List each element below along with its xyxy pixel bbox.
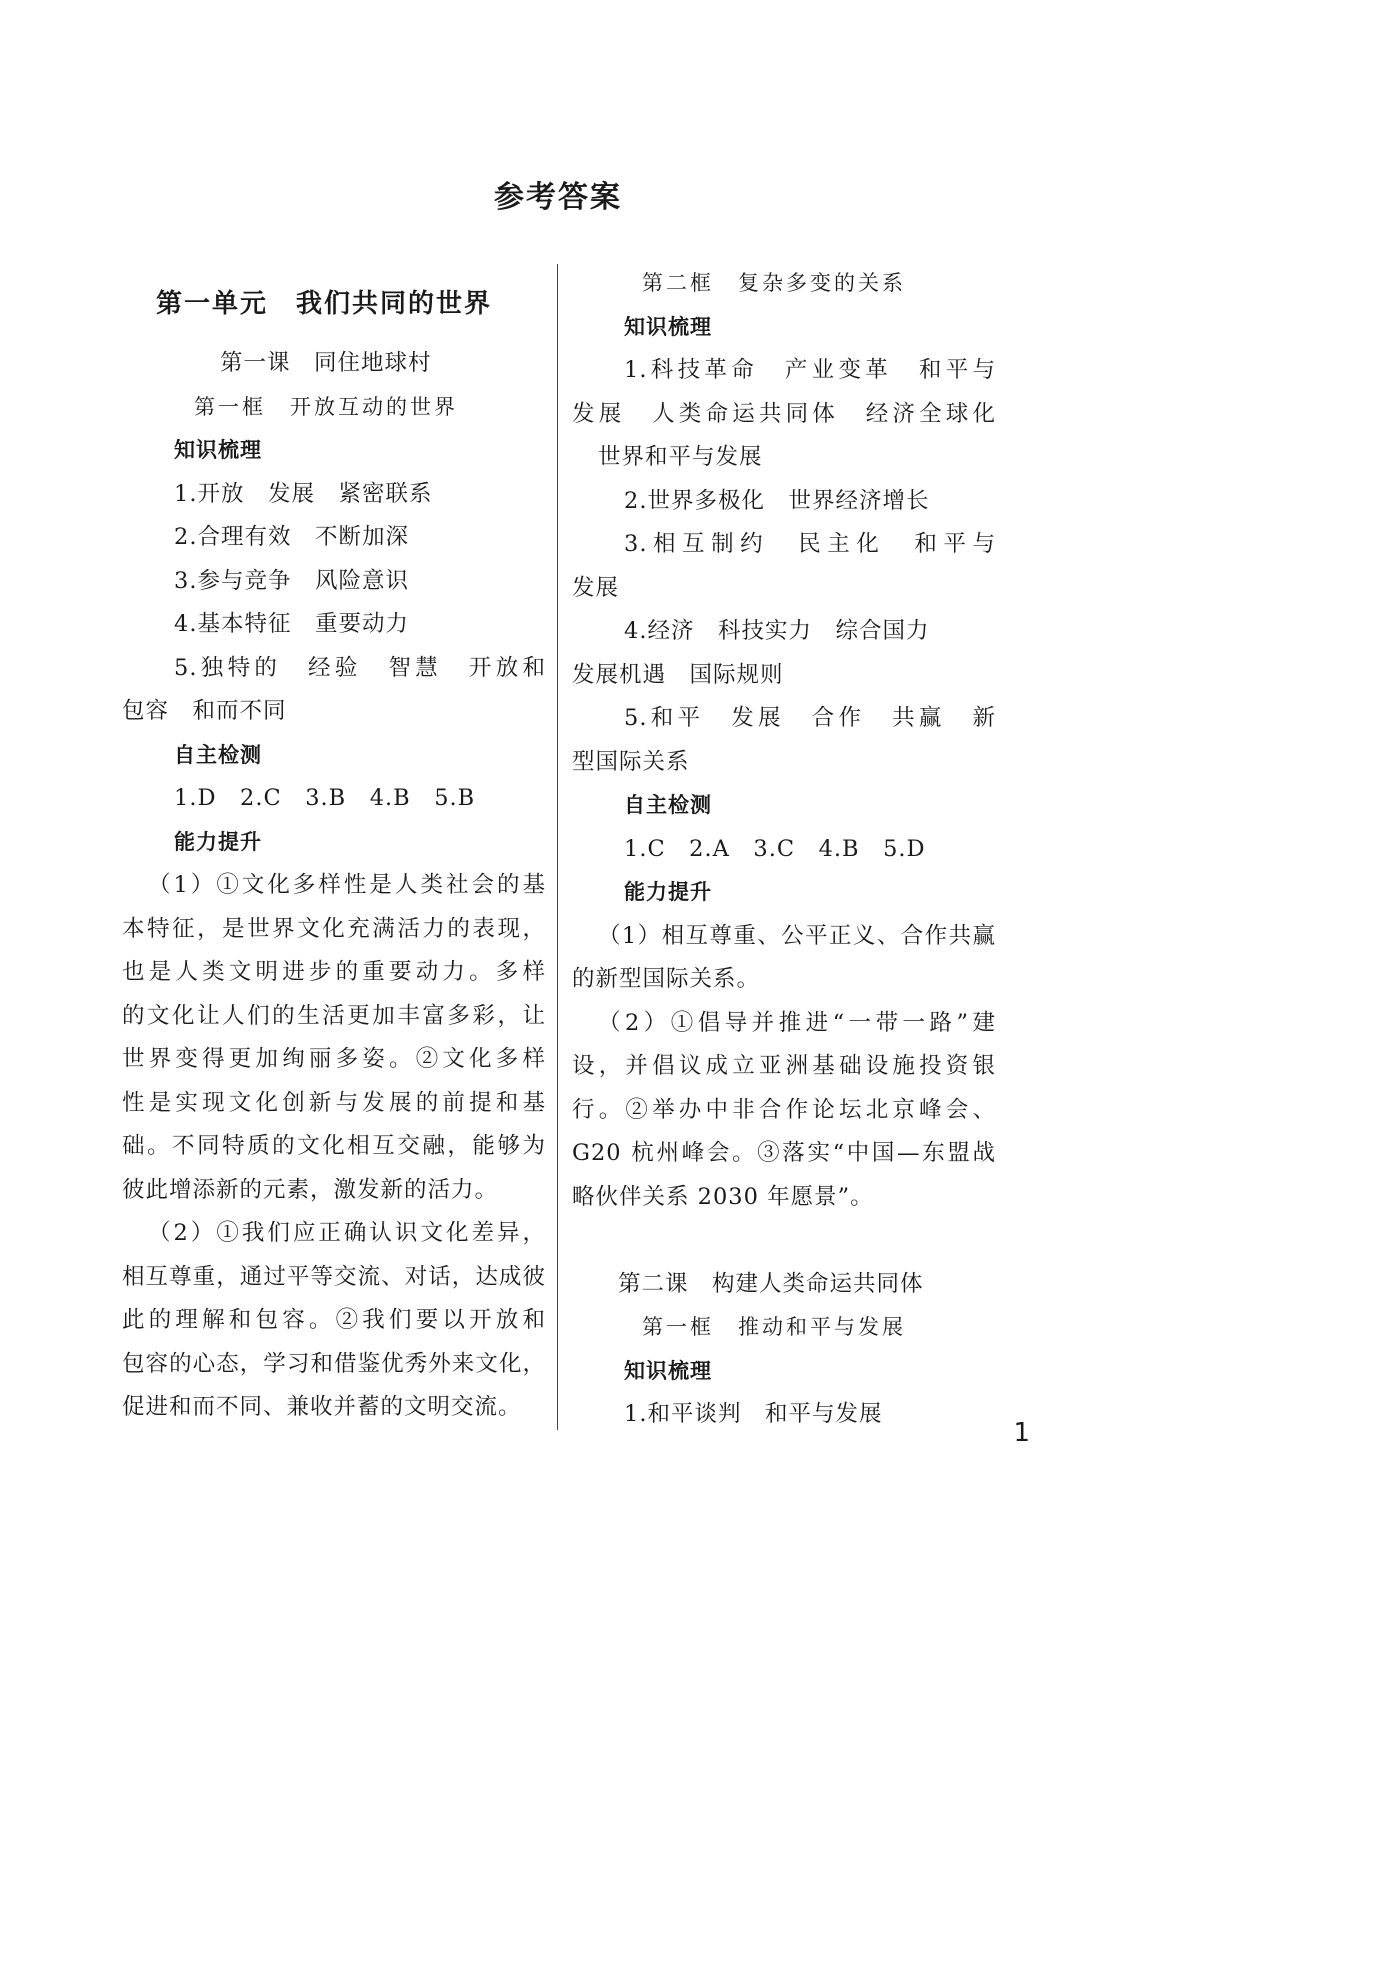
section-heading-self-check: 自主检测 [174,742,262,767]
answer-line: 5.和平 发展 合作 共赢 新 [624,705,996,731]
page-number: 1 [1013,1418,1030,1448]
paragraph-line: 设，并倡议成立亚洲基础设施投资银 [572,1053,996,1079]
answer-line: 3.参与竞争 风险意识 [174,567,409,594]
section-heading-ability: 能力提升 [174,829,262,854]
answer-line: 1.科技革命 产业变革 和平与 [624,357,996,383]
answer-line: 发展机遇 国际规则 [572,661,784,688]
page-title: 参考答案 [494,180,622,215]
answer-line: 1.开放 发展 紧密联系 [174,480,433,507]
answer-key: 1.C 2.A 3.C 4.B 5.D [624,835,926,862]
frame-heading: 第二框 复杂多变的关系 [642,271,906,295]
paragraph-line: 相互尊重，通过平等交流、对话，达成彼 [122,1263,546,1290]
frame-heading: 第一框 开放互动的世界 [194,394,458,419]
paragraph-line: （2）①我们应正确认识文化差异， [148,1220,546,1246]
section-heading-knowledge: 知识梳理 [174,438,262,462]
paragraph-line: 略伙伴关系 2030 年愿景”。 [572,1183,874,1210]
lesson-heading: 第二课 构建人类命运共同体 [618,1270,924,1297]
paragraph-line: 行。②举办中非合作论坛北京峰会、 [572,1096,996,1123]
paragraph-2 [572,1002,996,1220]
paragraph-line: 性是实现文化创新与发展的前提和基 [122,1089,546,1116]
answer-line: 1.和平谈判 和平与发展 [624,1401,883,1427]
answer-line: 4.基本特征 重要动力 [174,611,409,637]
paragraph-line: （1）①文化多样性是人类社会的基 [148,872,546,898]
paragraph-line: G20 杭州峰会。③落实“中国—东盟战 [572,1140,996,1166]
paragraph-line: （2）①倡导并推进“一带一路”建 [598,1009,996,1036]
frame-heading: 第一框 推动和平与发展 [642,1315,906,1339]
paragraph-line: 本特征，是世界文化充满活力的表现， [122,915,546,942]
answer-key: 1.D 2.C 3.B 4.B 5.B [174,785,476,811]
answer-line: 包容 和而不同 [122,698,287,724]
paragraph-line: 促进和而不同、兼收并蓄的文明交流。 [122,1394,522,1420]
paragraph-line: （1）相互尊重、公平正义、合作共赢 [598,922,996,949]
paragraph-1 [122,864,546,1212]
answer-line: 发展 人类命运共同体 经济全球化 [572,400,996,427]
paragraph-line: 世界变得更加绚丽多姿。②文化多样 [122,1046,546,1072]
section-heading-knowledge: 知识梳理 [624,314,712,339]
answer-line: 发展 [572,574,620,601]
right-column [572,262,996,1437]
paragraph-line: 的新型国际关系。 [572,966,761,992]
paragraph-line: 此的理解和包容。②我们要以开放和 [122,1307,546,1333]
section-heading-self-check: 自主检测 [624,793,712,817]
unit-heading: 第一单元 我们共同的世界 [156,289,493,319]
paragraph-line: 也是人类文明进步的重要动力。多样 [122,959,546,985]
paragraph-line: 彼此增添新的元素，激发新的活力。 [122,1176,499,1203]
answer-line: 2.合理有效 不断加深 [174,524,409,550]
answer-line: 5.独特的 经验 智慧 开放和 [174,654,546,681]
answer-line: 3.相互制约 民主化 和平与 [624,531,996,557]
paragraph-line: 包容的心态，学习和借鉴优秀外来文化， [122,1350,546,1377]
answer-line: 2.世界多极化 世界经济增长 [624,487,930,514]
paragraph-2 [122,1212,546,1430]
section-heading-ability: 能力提升 [624,880,712,904]
left-column [122,266,546,1430]
spacer [572,1219,996,1263]
answer-line: 4.经济 科技实力 综合国力 [624,618,930,644]
answer-line: 型国际关系 [572,748,690,775]
paragraph-line: 的文化让人们的生活更加丰富多彩，让 [122,1002,546,1029]
answer-line: 世界和平与发展 [598,444,763,470]
paragraph-line: 础。不同特质的文化相互交融，能够为 [122,1133,546,1159]
paragraph-1 [572,915,996,1002]
lesson-heading: 第一课 同住地球村 [220,350,432,376]
section-heading-knowledge: 知识梳理 [624,1358,712,1383]
column-divider [557,264,558,1430]
